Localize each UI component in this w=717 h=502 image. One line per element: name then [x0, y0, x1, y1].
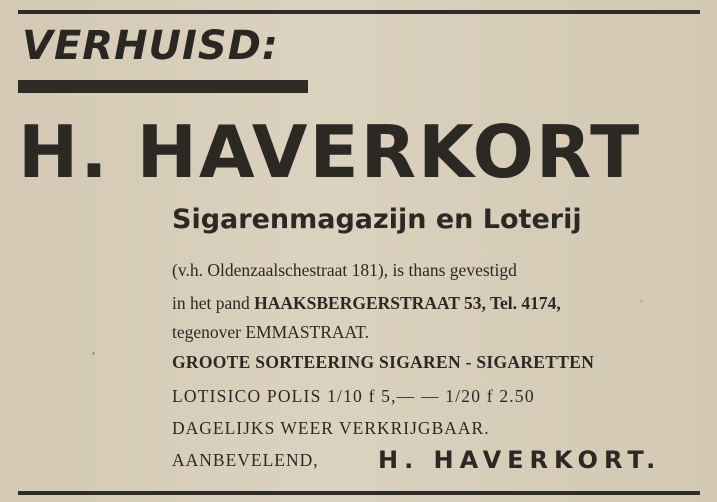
availability-line: DAGELIJKS WEER VERKRIJGBAAR.: [172, 418, 490, 438]
former-address-line: (v.h. Oldenzaalschestraat 181), is thans gevestigd: [172, 260, 517, 280]
paper-speck: [640, 300, 643, 303]
heading-verhuisd: VERHUISD:: [22, 23, 279, 69]
paper-speck: [92, 352, 95, 355]
signature-name: H. HAVERKORT.: [378, 446, 662, 474]
lottery-prices-line: LOTISICO POLIS 1/10 f 5,— — 1/20 f 2.50: [172, 386, 535, 406]
new-address-line: [172, 295, 561, 313]
heading-underline-bar: [18, 80, 308, 93]
top-rule: [18, 10, 700, 14]
opposite-street-line: tegenover EMMASTRAAT.: [172, 322, 370, 342]
business-name: H. HAVERKORT: [18, 110, 642, 194]
new-address-street: HAAKSBERGERSTRAAT 53, Tel. 4174,: [254, 293, 561, 313]
business-subtitle: Sigarenmagazijn en Loterij: [172, 204, 582, 235]
new-address-prefix: in het pand: [172, 293, 250, 313]
bottom-rule: [18, 491, 700, 495]
closing-line: AANBEVELEND,: [172, 450, 319, 470]
assortment-line: GROOTE SORTEERING SIGAREN - SIGARETTEN: [172, 352, 595, 372]
